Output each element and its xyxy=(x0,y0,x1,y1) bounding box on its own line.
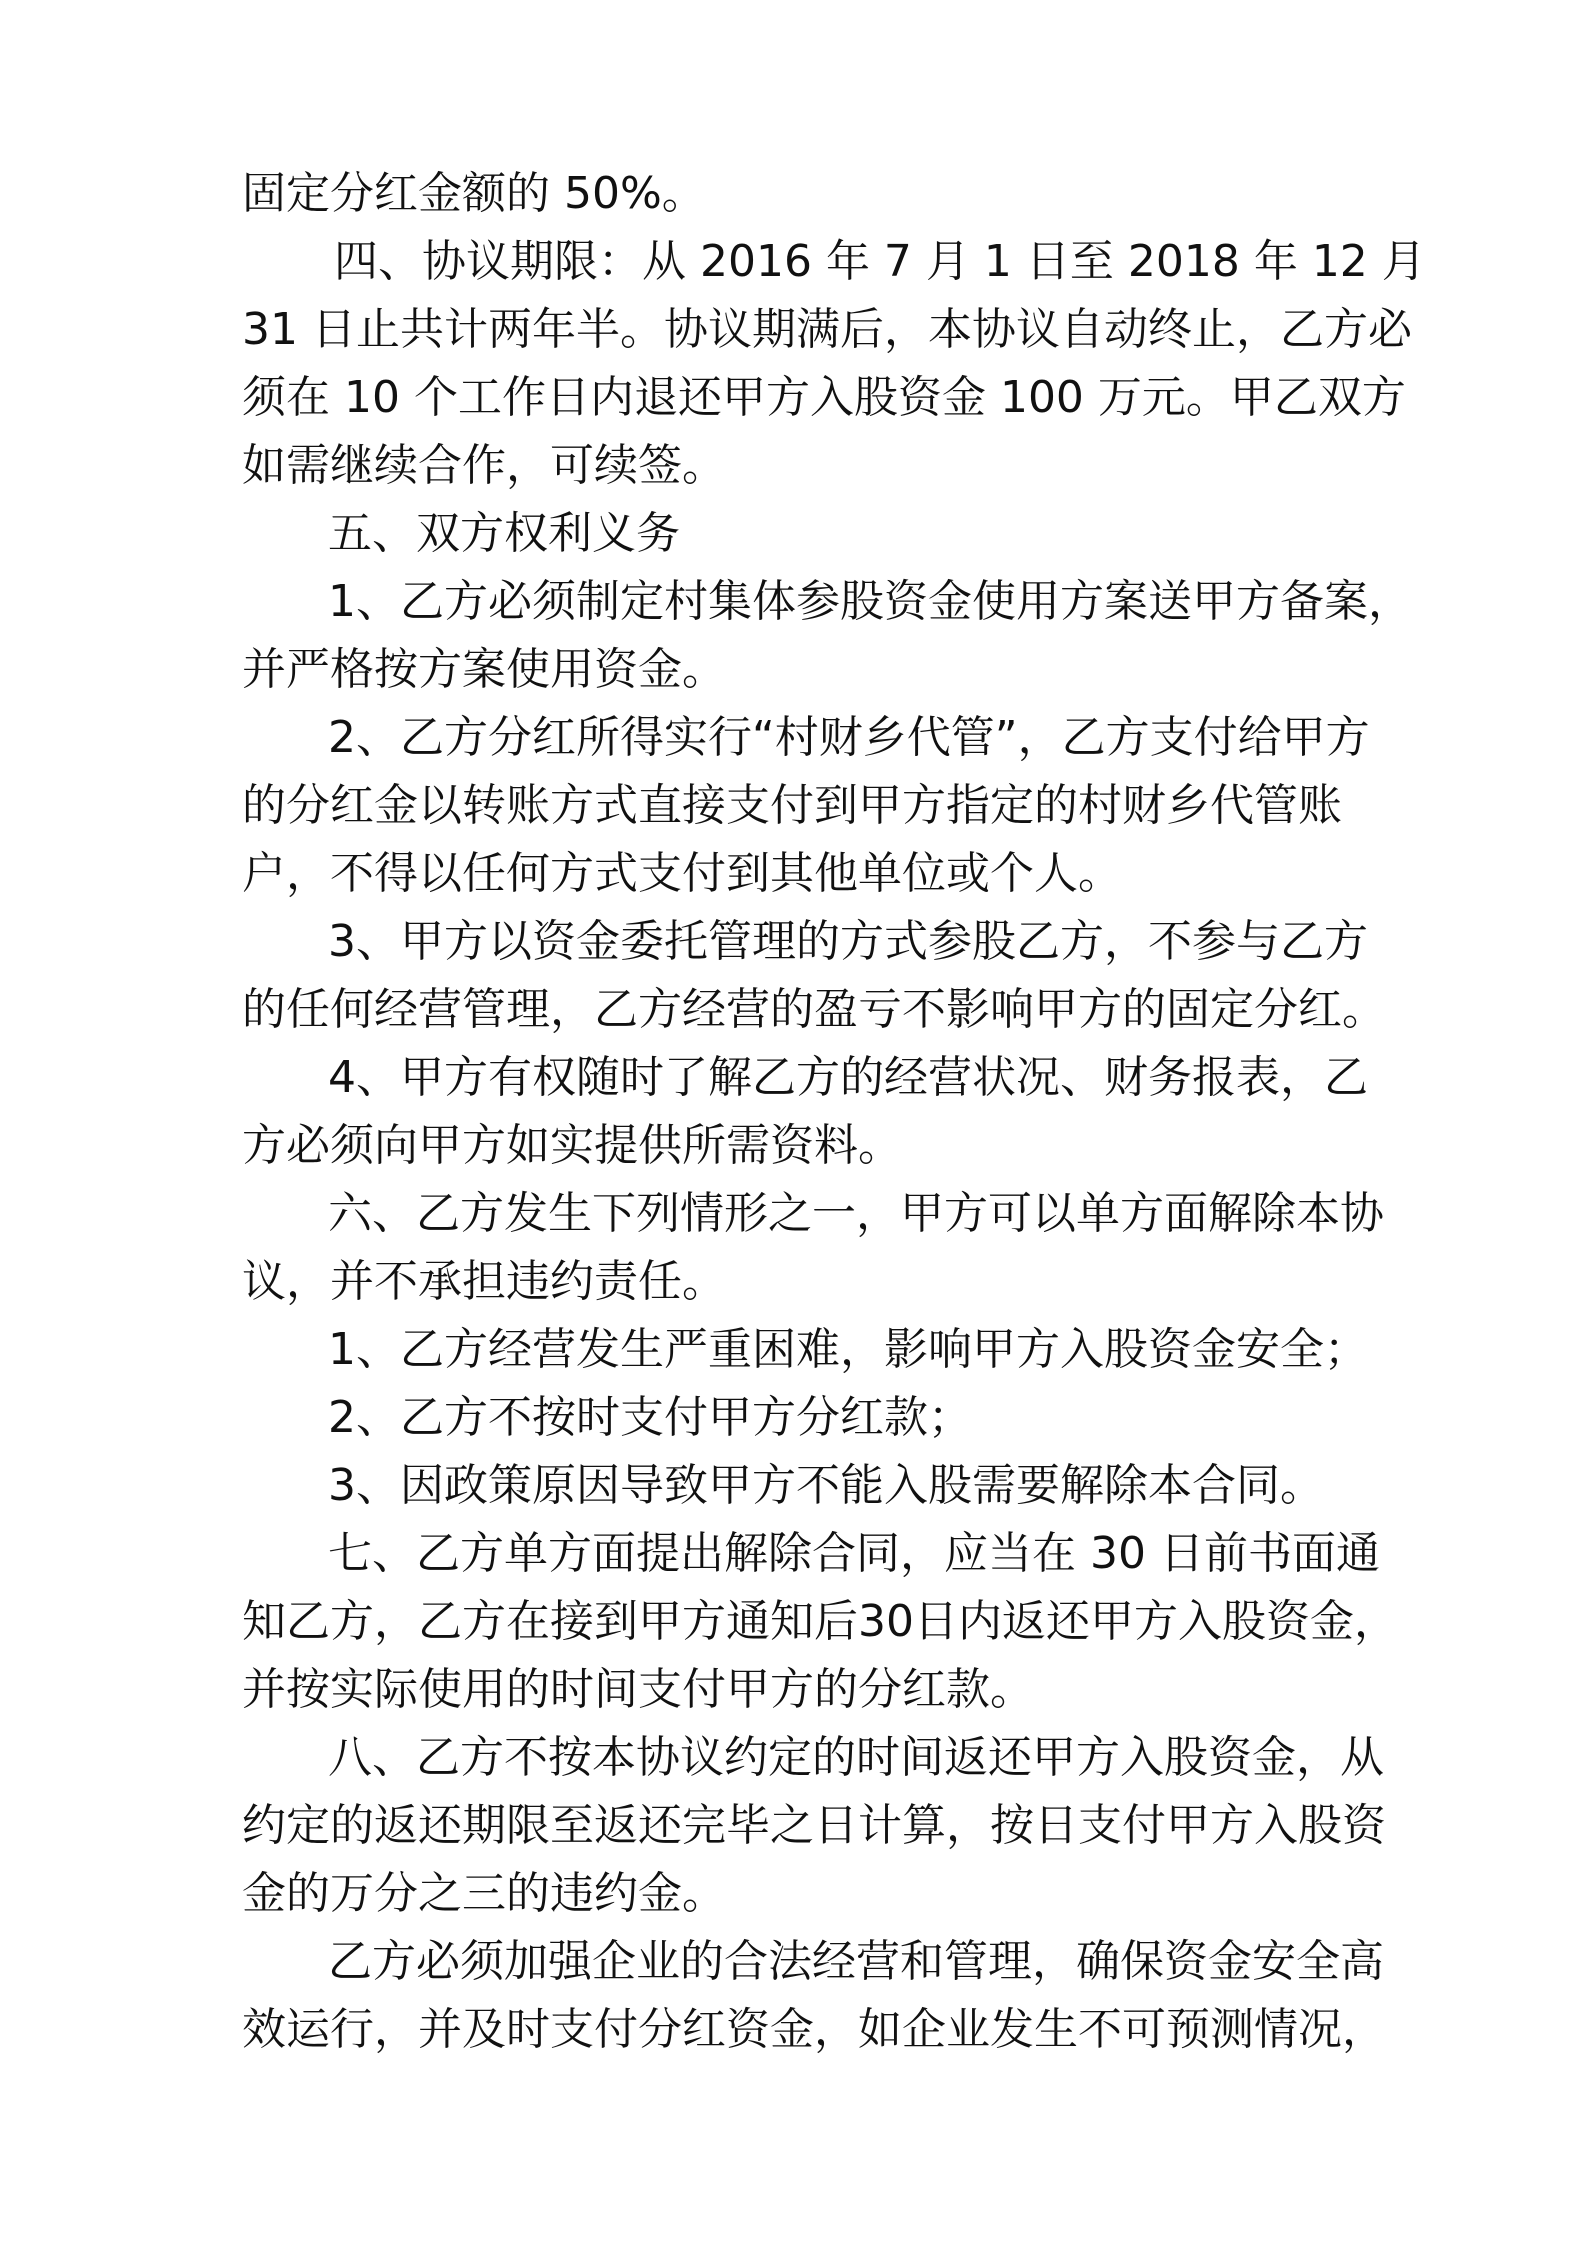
text-line: 的任何经营管理，乙方经营的盈亏不影响甲方的固定分红。 xyxy=(242,984,1386,1035)
text-line: 乙方必须加强企业的合法经营和管理，确保资金安全高 xyxy=(328,1936,1384,1987)
text-line: 效运行，并及时支付分红资金，如企业发生不可预测情况， xyxy=(242,2004,1386,2055)
text-line: 须在 10 个工作日内退还甲方入股资金 100 万元。甲乙双方 xyxy=(242,372,1406,423)
text-line: 并严格按方案使用资金。 xyxy=(242,644,726,695)
contract-text xyxy=(242,160,1426,2064)
text-line: 并按实际使用的时间支付甲方的分红款。 xyxy=(242,1664,1034,1715)
text-line: 3、因政策原因导致甲方不能入股需要解除本合同。 xyxy=(328,1460,1324,1511)
text-line: 方必须向甲方如实提供所需资料。 xyxy=(242,1120,902,1171)
text-line: 1、乙方必须制定村集体参股资金使用方案送甲方备案， xyxy=(328,576,1412,627)
clause-seven-heading-line: 七、乙方单方面提出解除合同，应当在 30 日前书面通 xyxy=(328,1528,1380,1579)
text-line: 1、乙方经营发生严重困难，影响甲方入股资金安全； xyxy=(328,1324,1368,1375)
text-line: 议，并不承担违约责任。 xyxy=(242,1256,726,1307)
text-line: 3、甲方以资金委托管理的方式参股乙方，不参与乙方 xyxy=(328,916,1368,967)
text-line: 2、乙方分红所得实行“村财乡代管”，乙方支付给甲方 xyxy=(328,712,1370,763)
text-line: 户，不得以任何方式支付到其他单位或个人。 xyxy=(242,848,1122,899)
text-line: 知乙方，乙方在接到甲方通知后30日内返还甲方入股资金， xyxy=(242,1596,1398,1647)
text-line: 金的万分之三的违约金。 xyxy=(242,1868,726,1919)
text-line: 4、甲方有权随时了解乙方的经营状况、财务报表，乙 xyxy=(328,1052,1368,1103)
clause-six-heading-line: 六、乙方发生下列情形之一，甲方可以单方面解除本协 xyxy=(328,1188,1384,1239)
clause-four-heading-line: 四、协议期限：从 2016 年 7 月 1 日至 2018 年 12 月 xyxy=(334,236,1426,287)
text-line: 约定的返还期限至返还完毕之日计算，按日支付甲方入股资 xyxy=(242,1800,1386,1851)
text-line: 的分红金以转账方式直接支付到甲方指定的村财乡代管账 xyxy=(242,780,1342,831)
clause-eight-heading-line: 八、乙方不按本协议约定的时间返还甲方入股资金，从 xyxy=(328,1732,1384,1783)
text-line: 2、乙方不按时支付甲方分红款； xyxy=(328,1392,972,1443)
clause-five-heading: 五、双方权利义务 xyxy=(328,508,680,559)
text-line: 如需继续合作，可续签。 xyxy=(242,440,726,491)
text-line: 31 日止共计两年半。协议期满后，本协议自动终止，乙方必 xyxy=(242,304,1412,355)
text-line: 固定分红金额的 50%。 xyxy=(242,168,706,219)
